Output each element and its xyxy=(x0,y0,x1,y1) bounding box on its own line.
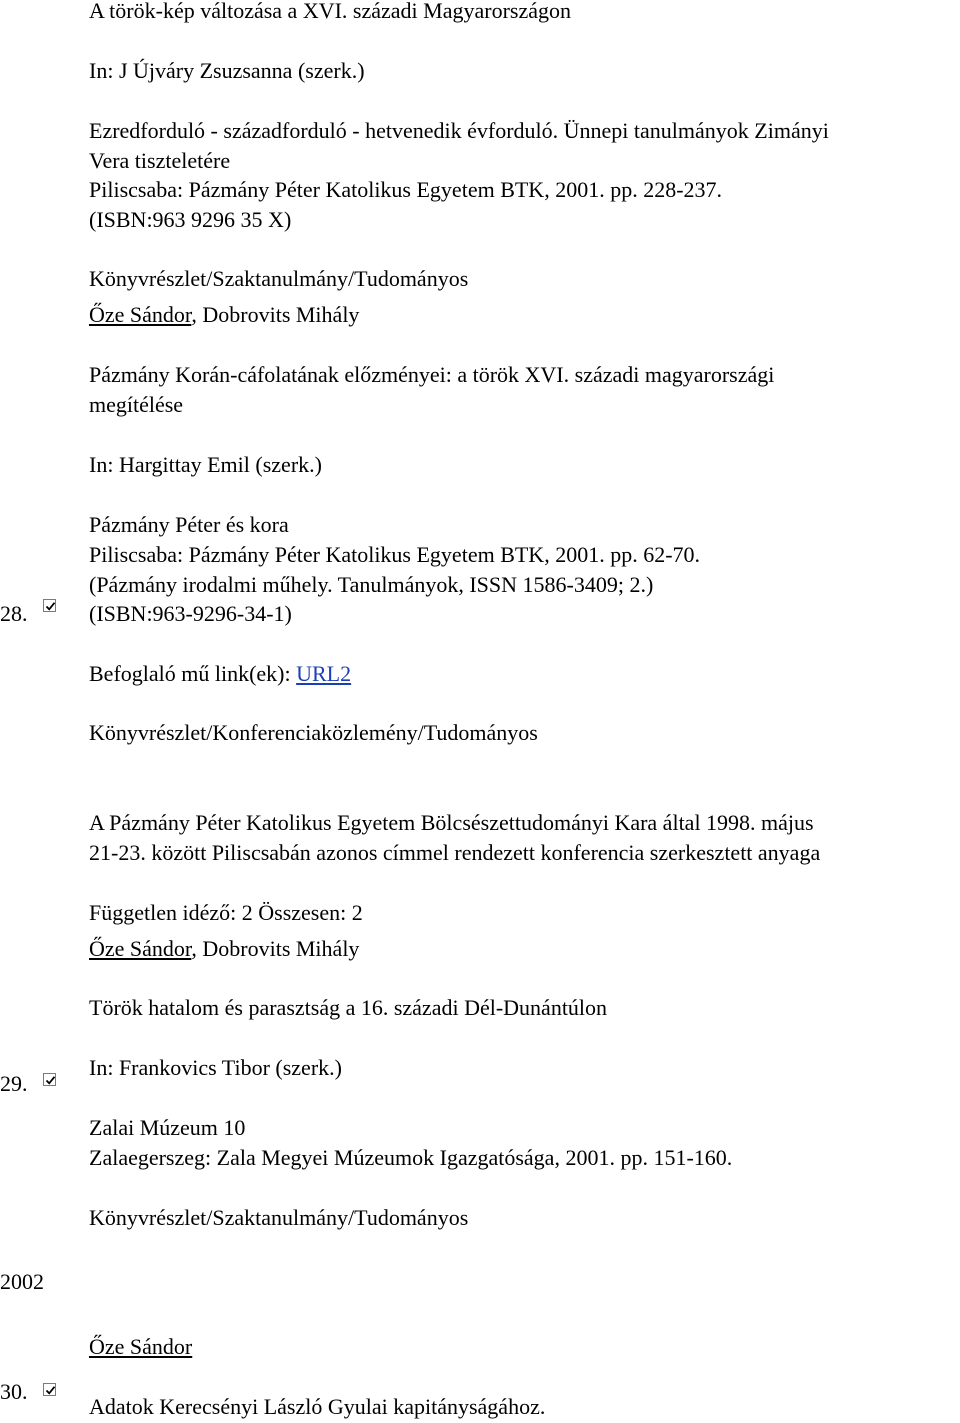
entry-authors xyxy=(89,300,359,330)
author-name: Dobrovits Mihály xyxy=(202,936,360,961)
entry-title: Török hatalom és parasztság a 16. századi Dél-Dunántúlon xyxy=(89,995,608,1020)
entry-citations: Független idéző: 2 Összesen: 2 xyxy=(89,900,363,925)
checkbox-checked-icon[interactable] xyxy=(43,1073,56,1086)
entry-number: 28. xyxy=(0,601,28,626)
entry-book-line-1: Ezredforduló - századforduló - hetvenedik évforduló. Ünnepi tanulmányok Zimányi xyxy=(89,118,829,143)
entry-title-line-2: megítélése xyxy=(89,392,184,417)
entry-title: Adatok Kerecsényi László Gyulai kapitányságához. xyxy=(89,1394,546,1419)
author-link[interactable]: Őze Sándor xyxy=(89,1334,193,1359)
entry-isbn: (ISBN:963 9296 35 X) xyxy=(89,207,292,232)
checkbox-checked-icon[interactable] xyxy=(43,1383,56,1396)
entry-editor: In: Hargittay Emil (szerk.) xyxy=(89,452,322,477)
entry-publisher: Piliscsaba: Pázmány Péter Katolikus Egyetem BTK, 2001. pp. 62-70. xyxy=(89,542,701,567)
entry-publisher: Zalaegerszeg: Zala Megyei Múzeumok Igazgatósága, 2001. pp. 151-160. xyxy=(89,1145,733,1170)
entry-book-line-2: Vera tiszteletére xyxy=(89,148,231,173)
link-label: Befoglaló mű link(ek): xyxy=(89,661,297,686)
url-link[interactable]: URL2 xyxy=(296,661,352,686)
entry-isbn: (ISBN:963-9296-34-1) xyxy=(89,601,292,626)
entry-note-line-1: A Pázmány Péter Katolikus Egyetem Bölcsészettudományi Kara által 1998. május xyxy=(89,810,814,835)
entry-book: Pázmány Péter és kora xyxy=(89,512,289,537)
entry-number: 29. xyxy=(0,1071,28,1096)
entry-authors xyxy=(89,934,359,964)
entry-number: 30. xyxy=(0,1379,28,1404)
checkbox-checked-icon[interactable] xyxy=(43,599,56,612)
entry-book: Zalai Múzeum 10 xyxy=(89,1115,246,1140)
entry-note-line-2: 21-23. között Piliscsabán azonos címmel rendezett konferencia szerkesztett anyaga xyxy=(89,840,821,865)
author-separator: , xyxy=(191,936,203,961)
author-link[interactable]: Őze Sándor xyxy=(89,302,192,327)
entry-title: A török-kép változása a XVI. századi Magyarországon xyxy=(89,0,571,23)
author-separator: , xyxy=(191,302,203,327)
entry-type: Könyvrészlet/Szaktanulmány/Tudományos xyxy=(89,1205,469,1230)
author-name: Dobrovits Mihály xyxy=(202,302,360,327)
entry-type: Könyvrészlet/Szaktanulmány/Tudományos xyxy=(89,266,469,291)
entry-type: Könyvrészlet/Konferenciaközlemény/Tudományos xyxy=(89,720,538,745)
entry-series: (Pázmány irodalmi műhely. Tanulmányok, ISSN 1586-3409; 2.) xyxy=(89,572,654,597)
author-link[interactable]: Őze Sándor xyxy=(89,936,192,961)
entry-title-line-1: Pázmány Korán-cáfolatának előzményei: a török XVI. századi magyarországi xyxy=(89,362,775,387)
entry-publisher: Piliscsaba: Pázmány Péter Katolikus Egyetem BTK, 2001. pp. 228-237. xyxy=(89,177,723,202)
entry-editor: In: J Újváry Zsuzsanna (szerk.) xyxy=(89,58,365,83)
year-heading: 2002 xyxy=(0,1269,44,1294)
entry-authors xyxy=(89,1332,192,1362)
entry-editor: In: Frankovics Tibor (szerk.) xyxy=(89,1055,342,1080)
entry-link-line xyxy=(89,659,351,689)
